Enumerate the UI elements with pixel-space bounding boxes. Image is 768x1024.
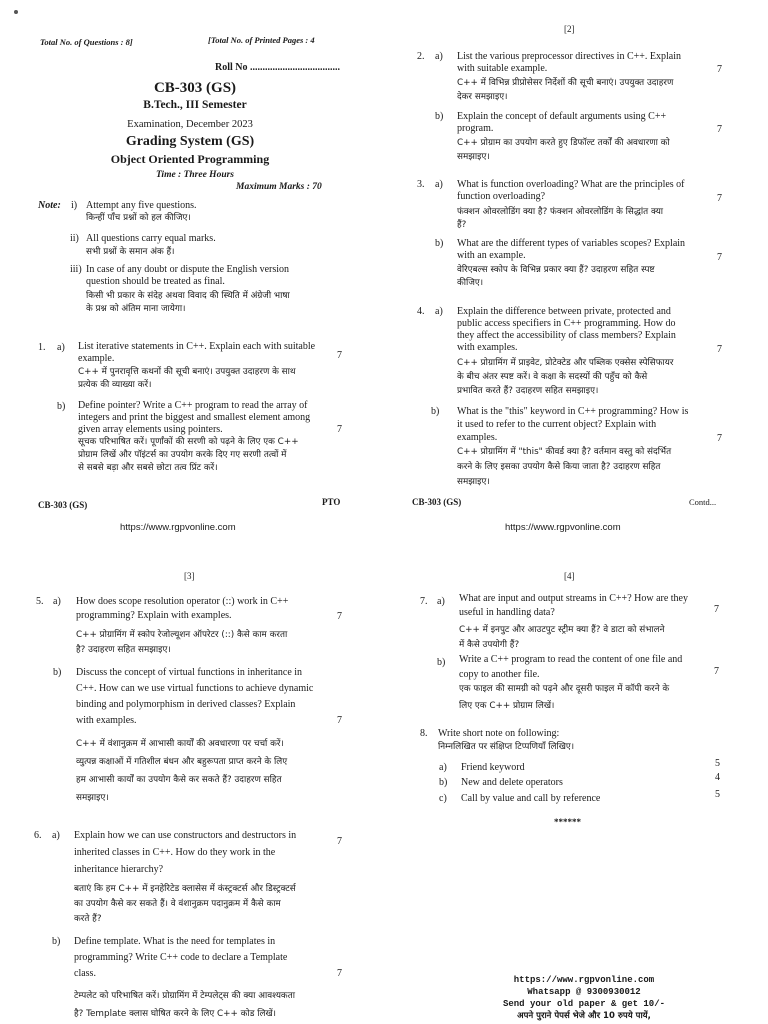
promo-whatsapp: Whatsapp @ 9300930012 <box>527 987 641 997</box>
q8a-text: Friend keyword <box>461 762 525 773</box>
q4b-marks: 7 <box>717 433 722 444</box>
note-ii-num: ii) <box>70 233 79 244</box>
q1b-hi3: से सबसे बड़ा और सबसे छोटा तत्व प्रिंट करें। <box>78 463 218 473</box>
q2b-hi2: समझाइए। <box>457 152 490 162</box>
q7b-en1: Write a C++ program to read the content of one file and <box>459 654 683 665</box>
q5b-hi2: व्युत्पन्न कक्षाओं में गतिशील बंधन और बहुरूपता प्राप्त करने के लिए <box>76 757 288 767</box>
q4b-en1: What is the "this" keyword in C++ programming? How is <box>457 406 689 417</box>
q1b-hi2: प्रोग्राम लिखें और पॉइंटर्स का उपयोग करके दिए गए सरणी तत्वों में <box>78 450 287 460</box>
q6b-hi2: है? Template क्लास घोषित करने के लिए C++ कोड लिखें। <box>74 1009 276 1019</box>
note-iii-num: iii) <box>70 264 82 275</box>
q8c-text: Call by value and call by reference <box>461 793 601 804</box>
q4b-hi1: C++ प्रोग्रामिंग में "this" कीवर्ड क्या है? वर्तमान वस्तु को संदर्भित <box>457 447 672 457</box>
page-number: [3] <box>184 571 195 581</box>
q2a-marks: 7 <box>717 64 722 75</box>
q6b-hi1: टेम्पलेट को परिभाषित करें। प्रोग्रामिंग में टेम्पलेट्स की क्या आवश्यकता <box>74 991 295 1001</box>
note-iii-en2: question should be treated as final. <box>86 276 225 287</box>
q5b-hi1: C++ में वंशानुक्रम में आभासी कार्यों की अवधारणा पर चर्चा करें। <box>76 739 284 749</box>
q3b-en1: What are the different types of variables scopes? Explain <box>457 238 686 249</box>
exam-session: Examination, December 2023 <box>127 119 253 130</box>
q5b-hi3: हम आभासी कार्यों का उपयोग कैसे कर सकते हैं? उदाहरण सहित <box>76 775 282 785</box>
q2a-en2: with suitable example. <box>457 63 548 74</box>
q4b-label: b) <box>431 406 440 417</box>
q8-en: Write short note on following: <box>438 728 560 739</box>
q3a-hi1: फंक्शन ओवरलोडिंग क्या है? फंक्शन ओवरलोडिंग के सिद्धांत क्या <box>457 207 664 217</box>
scan-dot <box>14 10 18 14</box>
page2-url[interactable]: https://www.rgpvonline.com <box>505 522 621 533</box>
q1a-en2: example. <box>78 353 115 364</box>
q2b-marks: 7 <box>717 124 722 135</box>
q1a-marks: 7 <box>337 350 342 361</box>
course-name: B.Tech., III Semester <box>143 99 247 111</box>
q7b-en2: copy to another file. <box>459 669 540 680</box>
page-1 <box>0 0 384 512</box>
q2a-hi2: देकर समझाइए। <box>457 92 508 102</box>
page-number: [2] <box>564 24 575 34</box>
note-i-en: Attempt any five questions. <box>86 200 197 211</box>
q6b-en3: class. <box>74 968 96 979</box>
q3b-hi2: कीजिए। <box>457 278 484 288</box>
q4a-en1: Explain the difference between private, protected and <box>457 306 671 317</box>
promo-hindi: अपने पुराने पेपर्स भेजे और 10 रुपये पायें, <box>517 1011 651 1021</box>
q8b-label: b) <box>439 777 448 788</box>
q4a-hi2: के बीच अंतर स्पष्ट करें। वे कक्षा के सदस्यों की पहुँच को कैसे <box>457 372 648 382</box>
q4b-hi2: करने के लिए इसका उपयोग कैसे किया जाता है? उदाहरण सहित <box>457 462 661 472</box>
q1b-hi1: सूचक परिभाषित करें। पूर्णांकों की सरणी को पढ़ने के लिए एक C++ <box>78 437 299 447</box>
q7a-en1: What are input and output streams in C++? How are they <box>459 593 688 604</box>
q3-number: 3. <box>417 179 425 190</box>
q5b-en2: C++. How can we use virtual functions to achieve dynamic <box>76 683 314 694</box>
q1a-hi1: C++ में पुनरावृत्ति कथनों की सूची बनाएं। उपयुक्त उदाहरण के साथ <box>78 367 296 377</box>
q1-number: 1. <box>38 342 46 353</box>
note-i-num: i) <box>71 200 78 211</box>
maximum-marks: Maximum Marks : 70 <box>236 182 322 192</box>
q6a-en3: inheritance hierarchy? <box>74 864 164 875</box>
note-ii-en: All questions carry equal marks. <box>86 233 216 244</box>
q4b-en2: it used to refer to the current object? Explain with <box>457 419 657 430</box>
q2b-label: b) <box>435 111 444 122</box>
q5b-marks: 7 <box>337 715 342 726</box>
q3b-en2: with an example. <box>457 250 526 261</box>
q5a-en2: programming? Explain with examples. <box>76 610 232 621</box>
q4a-label: a) <box>435 306 443 317</box>
q4b-hi3: समझाइए। <box>457 477 490 487</box>
q5a-hi1: C++ प्रोग्रामिंग में स्कोप रेजोल्यूशन ऑपरेटर (::) कैसे काम करता <box>76 630 288 640</box>
q5a-en1: How does scope resolution operator (::) work in C++ <box>76 596 289 607</box>
q2b-hi1: C++ प्रोग्राम का उपयोग करते हुए डिफॉल्ट तर्कों की अवधारणा को <box>457 138 670 148</box>
time-allowed: Time : Three Hours <box>155 170 235 180</box>
q8b-text: New and delete operators <box>461 777 563 788</box>
q4-number: 4. <box>417 306 425 317</box>
q2a-en1: List the various preprocessor directives in C++. Explain <box>457 51 682 62</box>
note-iii-en1: In case of any doubt or dispute the English version <box>86 264 290 275</box>
q2-number: 2. <box>417 51 425 62</box>
note-i-hi: किन्हीं पाँच प्रश्नों को हल कीजिए। <box>86 213 191 223</box>
q5a-marks: 7 <box>337 611 342 622</box>
q3b-marks: 7 <box>717 252 722 263</box>
q8a-label: a) <box>439 762 447 773</box>
q2a-label: a) <box>435 51 443 62</box>
q4a-hi1: C++ प्रोग्रामिंग में प्राइवेट, प्रोटेक्टेड और पब्लिक एक्सेस स्पेसिफायर <box>457 358 674 368</box>
q6b-en1: Define template. What is the need for templates in <box>74 936 276 947</box>
q1b-marks: 7 <box>337 424 342 435</box>
q3b-label: b) <box>435 238 444 249</box>
note-label: Note: <box>38 200 61 211</box>
q1b-en1: Define pointer? Write a C++ program to read the array of <box>78 400 308 411</box>
total-pages: [Total No. of Printed Pages : 4 <box>208 35 315 45</box>
q8b-marks: 4 <box>715 772 720 783</box>
q8-number: 8. <box>420 728 428 739</box>
q4a-en4: with examples. <box>457 342 518 353</box>
note-ii-hi: सभी प्रश्नों के समान अंक हैं। <box>86 247 175 257</box>
q7b-hi2: लिए एक C++ प्रोग्राम लिखें। <box>459 701 555 711</box>
q4a-en2: public access specifiers in C++ programming. How do <box>457 318 676 329</box>
footer-contd: Contd... <box>689 497 717 507</box>
page-3 <box>0 540 384 1024</box>
q8c-marks: 5 <box>715 789 720 800</box>
q7a-hi1: C++ में इनपुट और आउटपुट स्ट्रीम क्या हैं? वे डाटा को संभालने <box>459 625 665 635</box>
q3b-hi1: वेरिएबल्स स्कोप के विभिन्न प्रकार क्या हैं? उदाहरण सहित स्पष्ट <box>457 265 655 275</box>
q2a-hi1: C++ में विभिन्न प्रीप्रोसेसर निर्देशों की सूची बनाएं। उपयुक्त उदाहरण <box>457 78 674 88</box>
q3a-en1: What is function overloading? What are the principles of <box>457 179 685 190</box>
q7b-hi1: एक फाइल की सामग्री को पढ़ने और दूसरी फाइल में कॉपी करने के <box>459 684 670 694</box>
end-stars: ****** <box>554 817 581 827</box>
q1a-en1: List iterative statements in C++. Explain each with suitable <box>78 341 316 352</box>
q6a-label: a) <box>52 830 60 841</box>
promo-url[interactable]: https://www.rgpvonline.com <box>513 975 655 985</box>
q5b-en1: Discuss the concept of virtual functions in inheritance in <box>76 667 303 678</box>
q1b-en3: given array elements using pointers. <box>78 424 223 435</box>
q6b-en2: programming? Write C++ code to declare a Template <box>74 952 288 963</box>
roll-no: Roll No .................................... <box>215 62 340 73</box>
footer-code: CB-303 (GS) <box>38 500 88 510</box>
q7-number: 7. <box>420 596 428 607</box>
q6a-hi3: करते हैं? <box>74 914 102 924</box>
q2b-en1: Explain the concept of default arguments using C++ <box>457 111 667 122</box>
page-2 <box>384 0 768 512</box>
footer-code: CB-303 (GS) <box>412 497 462 507</box>
q5b-label: b) <box>53 667 62 678</box>
q4a-marks: 7 <box>717 344 722 355</box>
q6b-marks: 7 <box>337 968 342 979</box>
q5b-en4: with examples. <box>76 715 137 726</box>
q1a-hi2: प्रत्येक की व्याख्या करें। <box>78 380 152 390</box>
q4a-en3: they affect the accessibility of class members? Explain <box>457 330 676 341</box>
note-iii-hi1: किसी भी प्रकार के संदेह अथवा विवाद की स्थिति में अंग्रेजी भाषा <box>86 291 290 301</box>
q4b-en3: examples. <box>457 432 498 443</box>
q5a-label: a) <box>53 596 61 607</box>
q3a-marks: 7 <box>717 193 722 204</box>
q6a-marks: 7 <box>337 836 342 847</box>
note-iii-hi2: के प्रश्न को अंतिम माना जायेगा। <box>86 304 186 314</box>
q8c-label: c) <box>439 793 447 804</box>
q8-hi: निम्नलिखित पर संक्षिप्त टिप्पणियाँ लिखिए। <box>438 742 575 752</box>
q7a-hi2: में कैसे उपयोगी हैं? <box>459 640 520 650</box>
q6a-en1: Explain how we can use constructors and destructors in <box>74 830 297 841</box>
q6-number: 6. <box>34 830 42 841</box>
q3a-hi2: हैं? <box>457 220 467 230</box>
q6a-hi2: का उपयोग कैसे कर सकते हैं। वे वंशानुक्रम पदानुक्रम में कैसे काम <box>74 899 281 909</box>
page-number: [4] <box>564 571 575 581</box>
paper-code: CB-303 (GS) <box>153 80 237 96</box>
total-questions: Total No. of Questions : 8] <box>40 37 133 47</box>
q6b-label: b) <box>52 936 61 947</box>
subject-name: Object Oriented Programming <box>110 152 270 166</box>
q5a-hi2: है? उदाहरण सहित समझाइए। <box>76 645 171 655</box>
q4a-hi3: प्रभावित करते हैं? उदाहरण सहित समझाइए। <box>457 386 599 396</box>
q1b-en2: integers and print the biggest and smallest element among <box>78 412 311 423</box>
promo-send-paper: Send your old paper & get 10/- <box>502 999 666 1009</box>
promo-block <box>484 974 684 1022</box>
q5b-hi4: समझाइए। <box>76 793 109 803</box>
q7a-en2: useful in handling data? <box>459 607 555 618</box>
q7b-marks: 7 <box>714 666 719 677</box>
q5b-en3: binding and polymorphism in derived classes? Explain <box>76 699 296 710</box>
grading-system: Grading System (GS) <box>125 134 255 149</box>
footer-pto: PTO <box>322 497 341 507</box>
page-4 <box>384 540 768 1024</box>
q5-number: 5. <box>36 596 44 607</box>
q3a-label: a) <box>435 179 443 190</box>
q8a-marks: 5 <box>715 758 720 769</box>
q1a-label: a) <box>57 342 65 353</box>
q6a-en2: inherited classes in C++. How do they work in the <box>74 847 276 858</box>
q3a-en2: function overloading? <box>457 191 546 202</box>
q7a-label: a) <box>437 596 445 607</box>
q1b-label: b) <box>57 401 66 412</box>
page1-url[interactable]: https://www.rgpvonline.com <box>120 522 236 533</box>
q7b-label: b) <box>437 657 446 668</box>
q7a-marks: 7 <box>714 604 719 615</box>
q6a-hi1: बताएं कि हम C++ में इनहेरिटेड क्लासेस में कंस्ट्रक्टर्स और डिस्ट्रक्टर्स <box>74 884 296 894</box>
q2b-en2: program. <box>457 123 494 134</box>
